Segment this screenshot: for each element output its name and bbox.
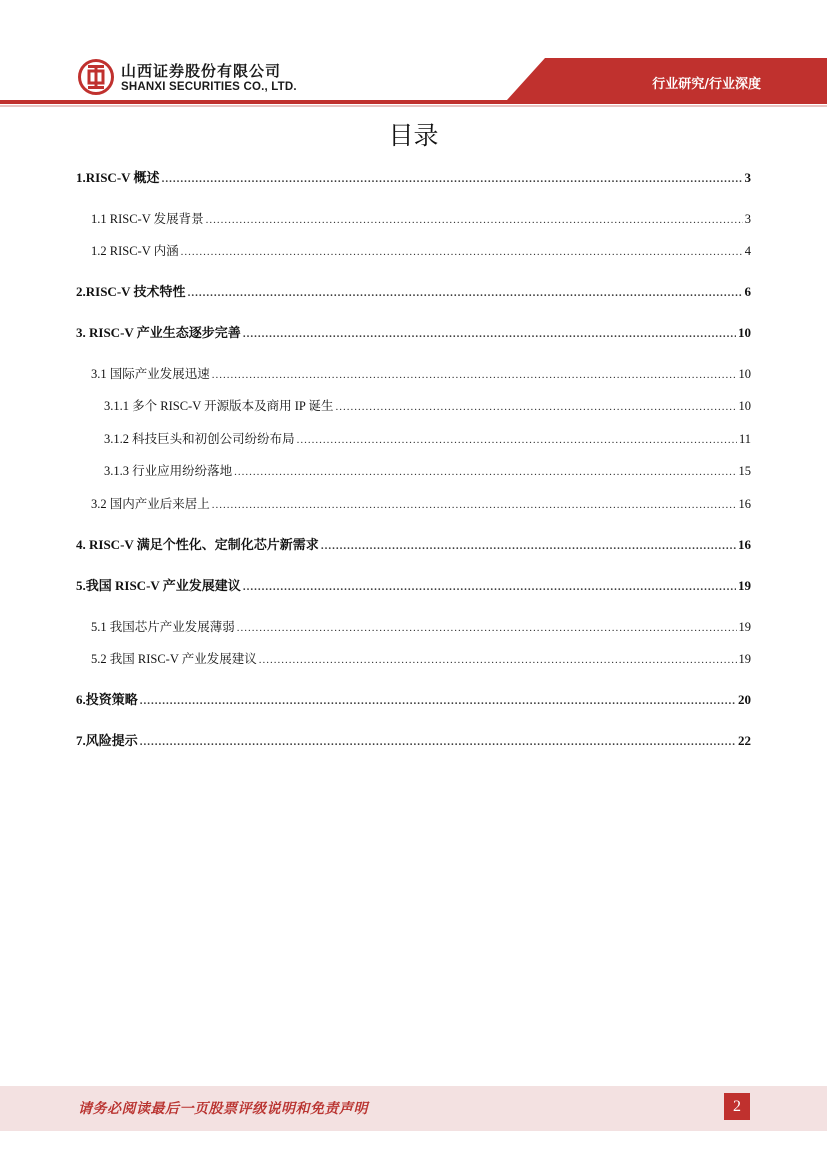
toc-entry[interactable] <box>76 690 751 710</box>
toc-leader-dots <box>336 397 737 417</box>
page-title: 目录 <box>388 121 439 150</box>
toc-leader-dots <box>140 691 736 711</box>
toc-entry-page: 19 <box>738 620 751 634</box>
toc-entry-page: 19 <box>738 578 751 593</box>
toc-entry-page: 16 <box>738 497 751 511</box>
toc-entry-page: 16 <box>738 537 751 552</box>
toc-entry[interactable] <box>76 282 751 302</box>
toc-entry[interactable] <box>91 364 751 384</box>
toc-leader-dots <box>259 650 737 670</box>
toc-leader-dots <box>243 577 736 597</box>
toc-entry-label: 3.1.2 科技巨头和初创公司纷纷布局 <box>104 432 295 446</box>
toc-entry[interactable] <box>91 617 751 637</box>
toc-entry-page: 10 <box>738 367 751 381</box>
toc-entry-label: 3.1.1 多个 RISC-V 开源版本及商用 IP 诞生 <box>104 399 334 413</box>
toc-leader-dots <box>212 365 737 385</box>
toc-leader-dots <box>181 242 743 262</box>
toc-leader-dots <box>297 430 737 450</box>
toc-entry-page: 4 <box>744 244 751 258</box>
toc-entry[interactable] <box>76 576 751 596</box>
toc-entry-page: 19 <box>738 652 751 666</box>
toc-entry[interactable] <box>104 396 751 416</box>
toc-entry-label: 3.1 国际产业发展迅速 <box>91 367 210 381</box>
toc-entry-page: 3 <box>744 170 751 185</box>
toc-entry-label: 6.投资策略 <box>76 692 138 707</box>
toc-entry-page: 20 <box>738 692 751 707</box>
page-header <box>0 0 827 110</box>
toc-entry-page: 3 <box>744 212 751 226</box>
toc-leader-dots <box>237 618 737 638</box>
report-category: 行业研究/行业深度 <box>652 77 761 92</box>
toc-entry-label: 7.风险提示 <box>76 733 138 748</box>
company-name-en: SHANXI SECURITIES CO., LTD. <box>121 81 297 93</box>
toc-entry-label: 5.2 我国 RISC-V 产业发展建议 <box>91 652 257 666</box>
toc-entry-label: 1.1 RISC-V 发展背景 <box>91 212 204 226</box>
toc-entry[interactable] <box>91 241 751 261</box>
toc-leader-dots <box>321 536 736 556</box>
toc-entry-label: 3.1.3 行业应用纷纷落地 <box>104 464 233 478</box>
toc-leader-dots <box>188 283 743 303</box>
footer-disclaimer: 请务必阅读最后一页股票评级说明和免责声明 <box>78 1101 368 1117</box>
toc-entry[interactable] <box>76 168 751 188</box>
toc-entry-label: 4. RISC-V 满足个性化、定制化芯片新需求 <box>76 537 319 552</box>
toc-entry[interactable] <box>91 209 751 229</box>
toc-entry-label: 5.我国 RISC-V 产业发展建议 <box>76 578 241 593</box>
company-name-cn: 山西证券股份有限公司 <box>121 62 282 80</box>
toc-leader-dots <box>243 324 736 344</box>
toc-leader-dots <box>206 210 743 230</box>
toc-entry[interactable] <box>76 535 751 555</box>
toc-leader-dots <box>234 462 736 482</box>
toc-entry-page: 10 <box>738 399 751 413</box>
toc-leader-dots <box>212 495 737 515</box>
toc-leader-dots <box>162 169 743 189</box>
toc-entry-page: 11 <box>738 432 751 446</box>
toc-entry-label: 1.RISC-V 概述 <box>76 170 160 185</box>
toc-entry-page: 6 <box>744 284 751 299</box>
toc-entry[interactable] <box>76 323 751 343</box>
toc-entry-page: 10 <box>738 325 751 340</box>
toc-entry-label: 5.1 我国芯片产业发展薄弱 <box>91 620 235 634</box>
toc-entry-label: 1.2 RISC-V 内涵 <box>91 244 179 258</box>
toc-entry-label: 2.RISC-V 技术特性 <box>76 284 186 299</box>
page-number: 2 <box>724 1093 750 1120</box>
toc-entry[interactable] <box>104 461 751 481</box>
toc-entry-label: 3.2 国内产业后来居上 <box>91 497 210 511</box>
toc-leader-dots <box>140 732 736 752</box>
toc-entry[interactable] <box>104 429 751 449</box>
toc-entry[interactable] <box>91 494 751 514</box>
toc-entry-label: 3. RISC-V 产业生态逐步完善 <box>76 325 241 340</box>
toc-entry-page: 15 <box>738 464 751 478</box>
toc-entry[interactable] <box>76 731 751 751</box>
toc-entry-page: 22 <box>738 733 751 748</box>
toc-entry[interactable] <box>91 649 751 669</box>
